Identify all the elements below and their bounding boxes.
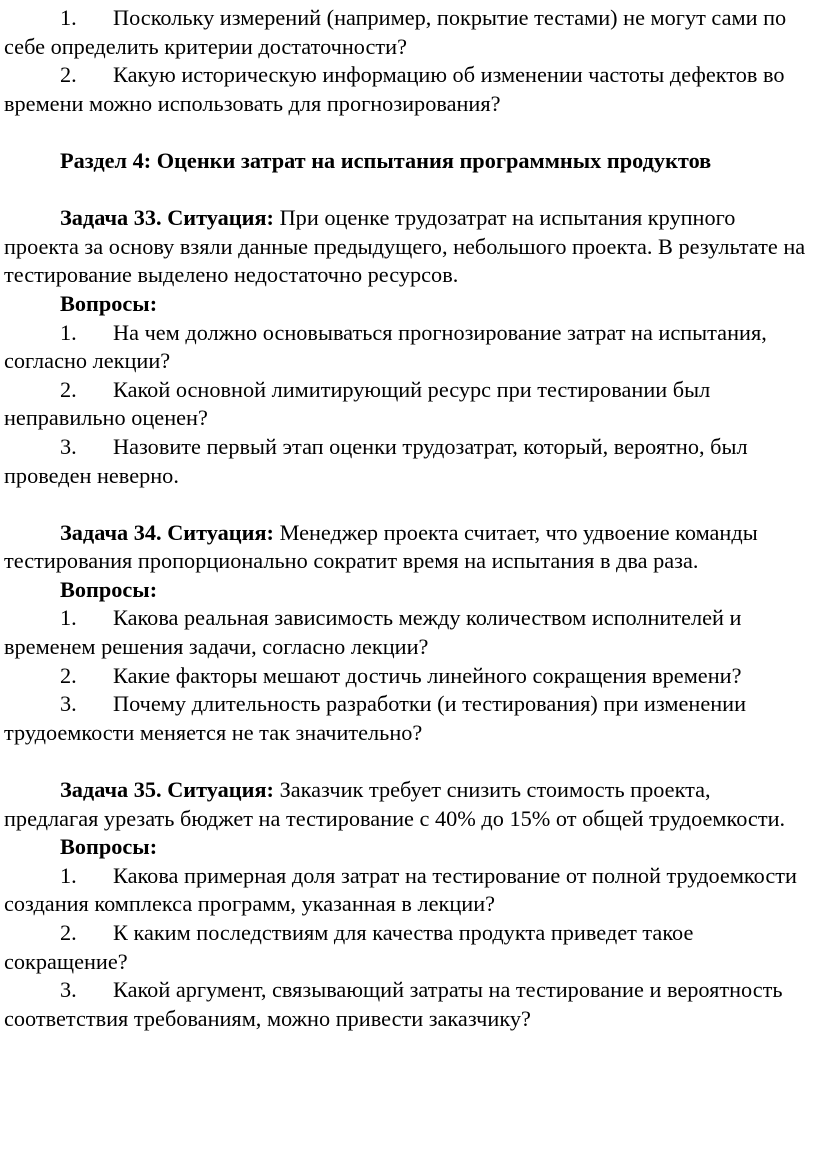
list-item	[4, 862, 806, 919]
questions-label: Вопросы:	[60, 576, 158, 602]
tasks	[4, 204, 806, 1033]
item-text: Назовите первый этап оценки трудозатрат, который, вероятно, был проведен неверно.	[4, 433, 748, 488]
situation-text: При оценке трудозатрат на испытания крупного проекта за основу взяли данные предыдущего, небольшого проекта. В результате на тестирование выделено недостаточно ресурсов.	[4, 205, 806, 288]
list-item	[4, 919, 806, 976]
spacer	[4, 747, 806, 776]
task-situation	[4, 204, 806, 290]
task-title: Задача 35. Ситуация:	[60, 777, 274, 803]
item-number: 1.	[60, 5, 77, 30]
situation-text: Менеджер проекта считает, что удвоение команды тестирования пропорционально сократит время на испытания в два раза.	[4, 519, 758, 574]
item-number: 3.	[60, 977, 77, 1003]
task-situation	[4, 776, 806, 833]
item-number: 1.	[60, 605, 77, 631]
spacer	[4, 118, 806, 147]
list-item	[4, 433, 806, 490]
item-text: Какую историческую информацию об изменении частоты дефектов во времени можно использовать для прогнозирования?	[4, 62, 785, 116]
item-text: Какой аргумент, связывающий затраты на тестирование и вероятность соответствия требованиям, можно привести заказчику?	[4, 977, 783, 1031]
item-number: 3.	[60, 433, 77, 459]
list-item	[4, 690, 806, 747]
task-situation	[4, 519, 806, 576]
section-title: Раздел 4: Оценки затрат на испытания программных продуктов	[60, 147, 712, 173]
list-item	[4, 4, 806, 61]
task-title: Задача 34. Ситуация:	[60, 519, 274, 545]
questions-heading	[4, 833, 806, 862]
item-number: 2.	[60, 62, 77, 88]
task-block	[4, 776, 806, 1033]
list-item	[4, 376, 806, 433]
item-text: К каким последствиям для качества продукта приведет такое сокращение?	[4, 920, 694, 974]
item-number: 2.	[60, 376, 77, 402]
list-item	[4, 319, 806, 376]
list-item	[4, 61, 806, 118]
item-number: 2.	[60, 662, 77, 688]
item-text: Какие факторы мешают достичь линейного сокращения времени?	[113, 662, 742, 688]
task-title: Задача 33. Ситуация:	[60, 205, 274, 231]
item-text: Какой основной лимитирующий ресурс при тестировании был неправильно оценен?	[4, 376, 711, 431]
item-text: Какова примерная доля затрат на тестирование от полной трудоемкости создания комплекса программ, указанная в лекции?	[4, 862, 797, 917]
list-item	[4, 662, 806, 691]
spacer	[4, 490, 806, 519]
item-text: Какова реальная зависимость между количеством исполнителей и временем решения задачи, согласно лекции?	[4, 605, 742, 660]
item-text: На чем должно основываться прогнозирование затрат на испытания, согласно лекции?	[4, 319, 767, 374]
task-block	[4, 204, 806, 519]
questions-label: Вопросы:	[60, 834, 158, 860]
section-heading	[4, 147, 806, 176]
questions-heading	[4, 576, 806, 605]
item-text: Почему длительность разработки (и тестирования) при изменении трудоемкости меняется не так значительно?	[4, 691, 747, 745]
questions-heading	[4, 290, 806, 319]
item-number: 1.	[60, 319, 77, 345]
item-number: 2.	[60, 920, 77, 945]
questions-label: Вопросы:	[60, 290, 158, 316]
list-item	[4, 976, 806, 1033]
task-block	[4, 519, 806, 776]
item-text: Поскольку измерений (например, покрытие тестами) не могут сами по себе определить критерии достаточности?	[4, 5, 787, 59]
spacer	[4, 176, 806, 205]
list-item	[4, 604, 806, 661]
item-number: 3.	[60, 691, 77, 717]
situation-text: Заказчик требует снизить стоимость проекта, предлагая урезать бюджет на тестирование с 40% до 15% от общей трудоемкости.	[4, 777, 786, 831]
item-number: 1.	[60, 862, 77, 888]
